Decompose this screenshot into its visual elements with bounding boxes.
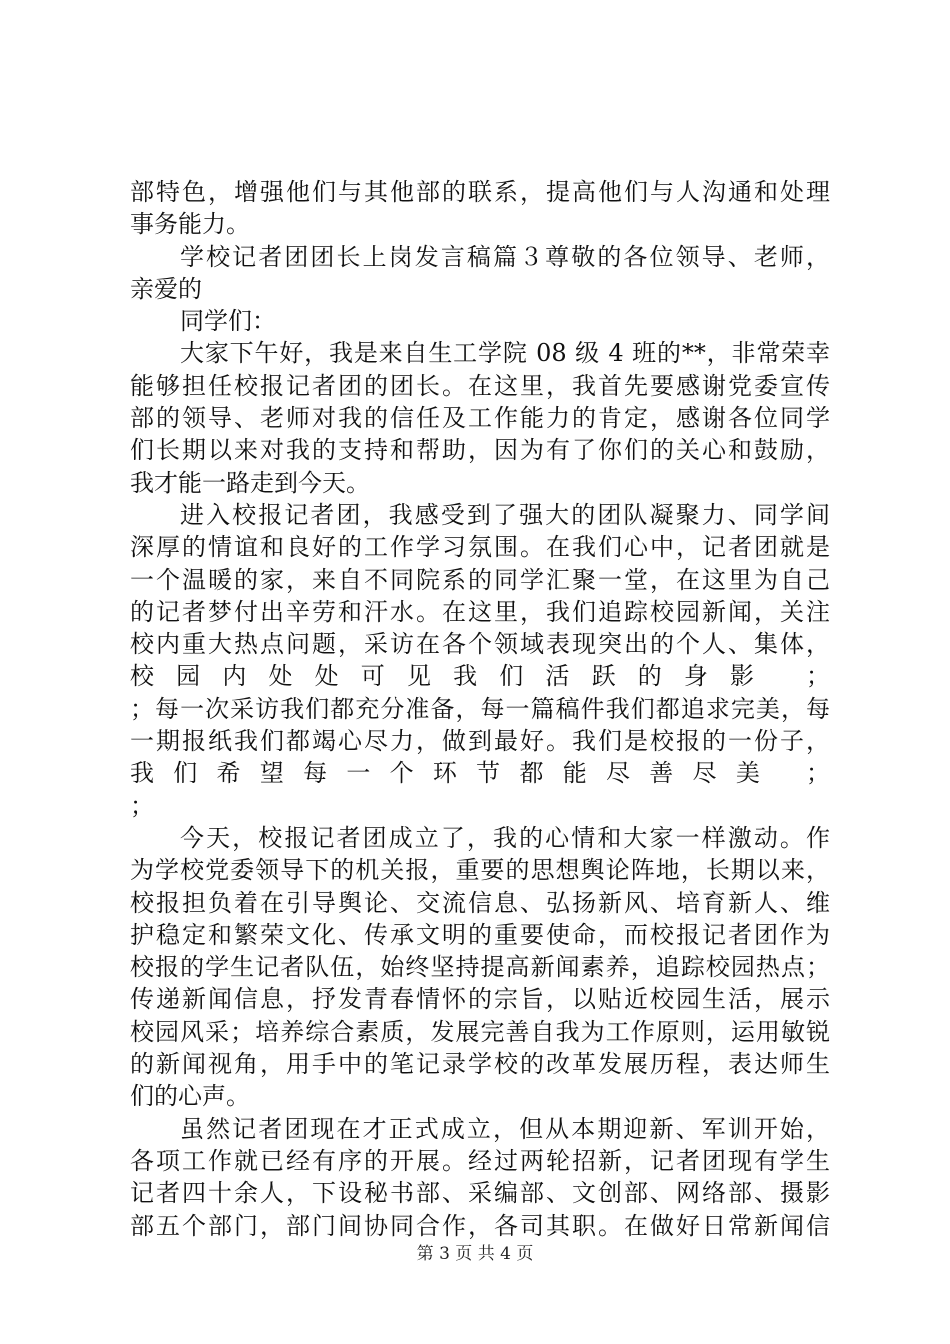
text-line: 护稳定和繁荣文化、传承文明的重要使命，而校报记者团作为 [130, 920, 830, 949]
text-line: 校报的学生记者队伍，始终坚持提高新闻素养，追踪校园热点； [130, 953, 830, 982]
text-line: 同学们： [180, 307, 276, 336]
text-line: 的记者梦付出辛劳和汗水。在这里，我们追踪校园新闻，关注 [130, 597, 830, 626]
text-line: 亲爱的 [130, 274, 202, 303]
text-line: 部的领导、老师对我的信任及工作能力的肯定，感谢各位同学 [130, 404, 830, 433]
text-line: 我才能一路走到今天。 [130, 468, 370, 497]
text-line: 的新闻视角，用手中的笔记录学校的改革发展历程，表达师生 [130, 1050, 830, 1079]
text-line: 学校记者团团长上岗发言稿篇３尊敬的各位领导、老师， [180, 242, 830, 271]
text-line: 部五个部门，部门间协同合作，各司其职。在做好日常新闻信 [130, 1211, 830, 1240]
text-line: 传递新闻信息，抒发青春情怀的宗旨，以贴近校园生活，展示 [130, 985, 830, 1014]
text-line: 一期报纸我们都竭心尽力，做到最好。我们是校报的一份子， [130, 727, 830, 756]
text-line: 们长期以来对我的支持和帮助，因为有了你们的关心和鼓励， [130, 436, 830, 465]
text-line: 为学校党委领导下的机关报，重要的思想舆论阵地，长期以来， [130, 856, 830, 885]
text-line: 虽然记者团现在才正式成立，但从本期迎新、军训开始， [180, 1114, 830, 1143]
text-line: 们的心声。 [130, 1082, 250, 1111]
text-line: 进入校报记者团，我感受到了强大的团队凝聚力、同学间 [180, 500, 830, 529]
text-line: ；每一次采访我们都充分准备，每一篇稿件我们都追求完美，每 [130, 694, 830, 723]
text-line: 能够担任校报记者团的团长。在这里，我首先要感谢党委宣传 [130, 371, 830, 400]
text-line: 大家下午好，我是来自生工学院 08 级 4 班的**，非常荣幸 [180, 339, 830, 368]
document-body [130, 176, 830, 1242]
page-number-footer: 第 3 页 共 4 页 [416, 1244, 534, 1264]
text-line: 校报担负着在引导舆论、交流信息、弘扬新风、培育新人、维 [130, 888, 830, 917]
text-line: 校内重大热点问题，采访在各个领域表现突出的个人、集体， [130, 630, 830, 659]
text-line: 深厚的情谊和良好的工作学习氛围。在我们心中，记者团就是 [130, 533, 830, 562]
text-line: 各项工作就已经有序的开展。经过两轮招新，记者团现有学生 [130, 1146, 830, 1175]
text-line: 事务能力。 [130, 210, 250, 239]
text-line: 今天，校报记者团成立了，我的心情和大家一样激动。作 [180, 823, 830, 852]
text-line: 校园风采；培养综合素质，发展完善自我为工作原则，运用敏锐 [130, 1017, 830, 1046]
text-line: 一个温暖的家，来自不同院系的同学汇聚一堂，在这里为自己 [130, 565, 830, 594]
text-line: 我们希望每一个环节都能尽善尽美 ； [130, 759, 830, 788]
text-line: 记者四十余人，下设秘书部、采编部、文创部、网络部、摄影 [130, 1179, 830, 1208]
text-line: ； [130, 791, 154, 820]
text-line: 校园内处处可见我们活跃的身影 ； [130, 662, 830, 691]
text-line: 部特色，增强他们与其他部的联系，提高他们与人沟通和处理 [130, 178, 830, 206]
